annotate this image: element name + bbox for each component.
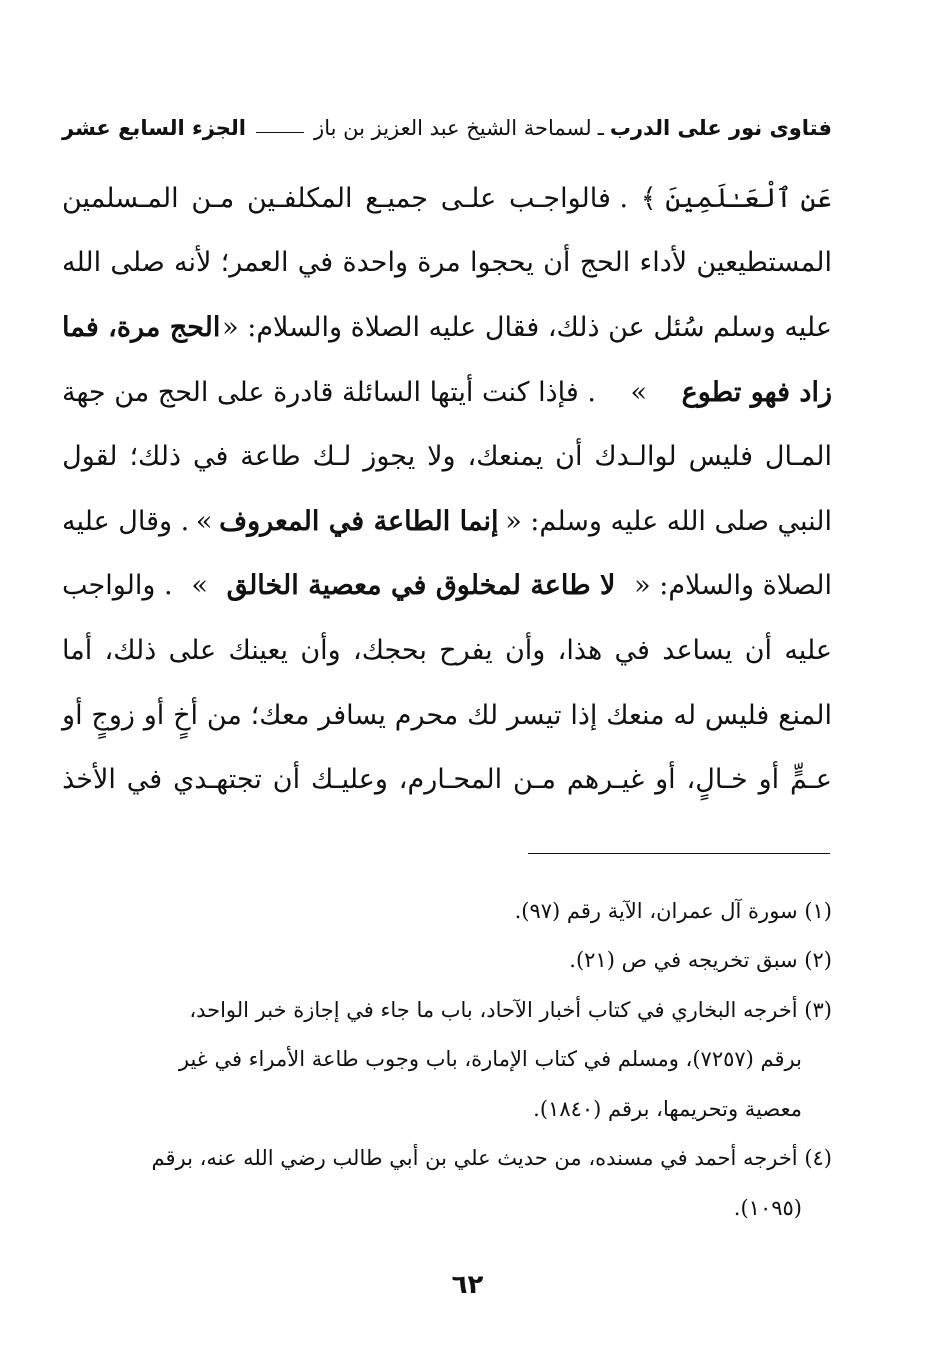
text-run: المـسلمين: [62, 182, 179, 214]
word: مـن: [513, 764, 556, 796]
word: يفرح: [439, 634, 493, 666]
word: معك؛: [250, 699, 310, 731]
word: بحجك،: [353, 634, 427, 666]
word: أما: [62, 634, 93, 666]
word: طاعة: [240, 441, 301, 473]
word: لأداء: [639, 247, 688, 279]
main-text: [62, 166, 832, 812]
text-run: النبي صلى الله عليه وسلم: «: [505, 505, 832, 537]
footnote-separator: [528, 853, 830, 854]
hadith-quote: إنما الطاعة في المعروف: [219, 505, 499, 537]
word: يمنعك،: [467, 441, 544, 473]
text-line: [62, 489, 832, 554]
word: أن: [543, 247, 571, 279]
text-line: [62, 424, 832, 489]
text-run: . فالواجـب: [508, 182, 629, 214]
word: المستطيعين: [696, 247, 832, 279]
word: فليس: [688, 441, 753, 473]
word: هذا،: [557, 634, 603, 666]
footnote-line: (١) سورة آل عمران، الآية رقم (٩٧).: [514, 898, 832, 923]
word: لـك: [312, 441, 352, 473]
word: له: [673, 699, 697, 731]
word: محرم: [394, 699, 459, 731]
word: لك: [467, 699, 499, 731]
word: أن: [555, 441, 583, 473]
word: في: [614, 634, 650, 666]
footnotes: [62, 886, 832, 1233]
word: يحجوا: [470, 247, 534, 279]
text-run: »: [195, 505, 213, 537]
text-run: الصلاة والسلام: «: [634, 570, 832, 602]
word: إذا: [570, 699, 598, 731]
word: ولا: [427, 441, 456, 473]
text-run: جميـع: [365, 182, 428, 214]
page-number: ٦٢: [451, 1270, 484, 1300]
text-line: [62, 360, 832, 425]
word: أو: [143, 699, 165, 731]
text-run: . وقال عليه: [62, 505, 190, 537]
text-line: [62, 554, 832, 619]
footnote-line: (٣) أخرجه البخاري في كتاب أخبار الآحاد، باب ما جاء في إجازة خبر الواحد،: [189, 997, 832, 1022]
word: لوالـدك: [594, 441, 677, 473]
word: المنع: [778, 699, 832, 731]
hadith-quote: الحج مرة، فما: [62, 311, 221, 343]
word: عليه: [784, 634, 832, 666]
word: المحـارم،: [398, 764, 503, 796]
text-line: [62, 618, 832, 683]
word: العمر؛: [220, 247, 289, 279]
word: ذلك،: [104, 634, 157, 666]
word: يساعد: [662, 634, 733, 666]
word: في: [192, 441, 229, 473]
word: تيسر: [506, 699, 562, 731]
word: الله: [62, 247, 102, 279]
footnote-line: معصية وتحريمها، برقم (١٨٤٠).: [533, 1096, 802, 1121]
text-run: عَنِ ٱلْعَـٰلَمِينَ ﴾: [640, 182, 832, 214]
word: عـمٍّ: [790, 764, 832, 796]
word: مرة: [417, 247, 461, 279]
word: يسافر: [318, 699, 386, 731]
word: يجوز: [363, 441, 416, 473]
header-dash: ـ: [597, 116, 604, 140]
book-title: فتاوى نور على الدرب: [609, 116, 832, 140]
author-line: لسماحة الشيخ عبد العزيز بن باز: [314, 116, 592, 140]
word: أو: [758, 764, 780, 796]
word: لأنه: [174, 247, 212, 279]
word: ذلك؛: [129, 441, 182, 473]
word: في: [126, 764, 163, 796]
word: زوجٍ: [91, 699, 135, 731]
text-run: علـى: [440, 182, 497, 214]
word: أخٍ: [173, 699, 199, 731]
footnote-line: برقم (٧٢٥٧)، ومسلم في كتاب الإمارة، باب وجوب طاعة الأمراء في غير: [178, 1047, 802, 1072]
word: فليس: [704, 699, 770, 731]
word: وعليـك: [310, 764, 388, 796]
word: من: [206, 699, 242, 731]
word: أن: [744, 634, 773, 666]
word: وأن: [504, 634, 546, 666]
word: الحج: [579, 247, 631, 279]
word: أن: [272, 764, 301, 796]
word: في: [297, 247, 334, 279]
text-run: المكلفـين: [247, 182, 353, 214]
word: الأخذ: [62, 764, 116, 796]
word: على: [168, 634, 217, 666]
text-line: [62, 295, 832, 360]
word: المـال: [764, 441, 832, 473]
word: أو: [655, 764, 676, 796]
text-run: مـن: [191, 182, 235, 214]
footnote-line: (١٠٩٥).: [733, 1195, 802, 1220]
word: تجتهـدي: [173, 764, 262, 796]
hadith-quote: لا طاعة لمخلوق في معصية الخالق: [226, 570, 616, 602]
text-line: [62, 747, 832, 812]
text-run: عليه وسلم سُئل عن ذلك، فقال عليه الصلاة والسلام: «: [222, 311, 832, 343]
text-run: »: [630, 376, 648, 408]
text-run: »: [191, 570, 208, 602]
text-line: [62, 231, 832, 296]
hadith-quote: زاد فهو تطوع: [681, 376, 832, 408]
text-run: . فإذا كنت أيتها السائلة قادرة على الحج من جهة: [62, 376, 596, 408]
volume-label: الجزء السابع عشر: [62, 116, 246, 140]
word: يعينك: [228, 634, 289, 666]
word: واحدة: [342, 247, 408, 279]
footnote-line: (٤) أخرجه أحمد في مسنده، من حديث علي بن أبي طالب رضي الله عنه، برقم: [151, 1146, 832, 1171]
word: منعك: [606, 699, 665, 731]
word: غيـرهم: [566, 764, 645, 796]
word: أو: [62, 699, 83, 731]
text-line: [62, 683, 832, 748]
footnote-line: (٢) سبق تخريجه في ص (٢١).: [569, 948, 832, 973]
text-line: [62, 166, 832, 231]
running-header: [62, 108, 832, 148]
text-run: . والواجب: [62, 570, 173, 602]
word: وأن: [300, 634, 341, 666]
word: خـالٍ،: [686, 764, 748, 796]
word: لقول: [62, 441, 118, 473]
header-rule: [256, 132, 304, 133]
word: صلى: [110, 247, 165, 279]
